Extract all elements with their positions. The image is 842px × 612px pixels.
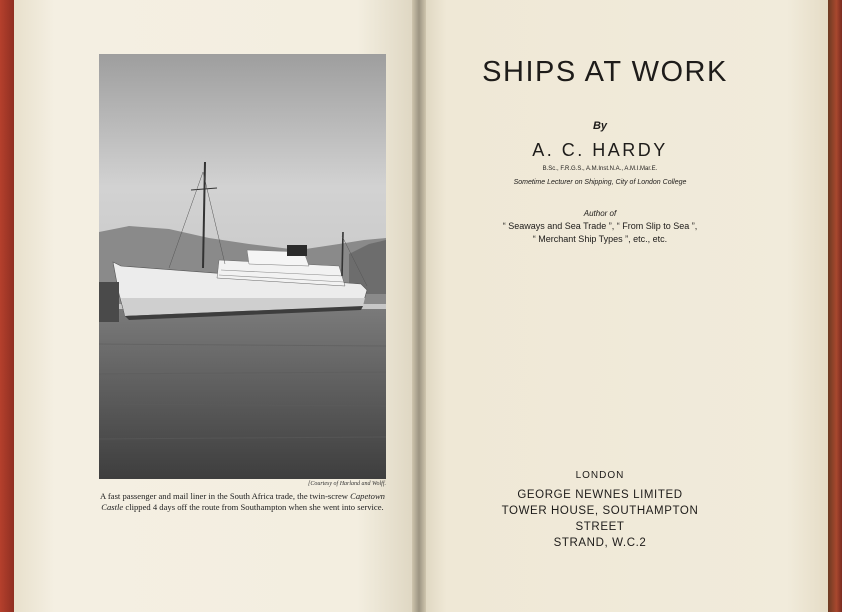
ship-photograph <box>99 54 386 479</box>
other-works <box>460 220 740 245</box>
publisher-line: GEORGE NEWNES LIMITED <box>517 489 683 501</box>
book-gutter <box>412 0 426 612</box>
publisher-line: STRAND, W.C.2 <box>553 537 647 549</box>
caption-text-part2: clipped 4 days off the route from Southampton when she went into service. <box>123 501 384 512</box>
photo-credit: [Courtesy of Harland and Wolff. <box>308 481 386 487</box>
caption-ship-name: Capetown Castle <box>101 491 385 512</box>
photo-caption <box>99 491 386 512</box>
author-position: Sometime Lecturer on Shipping, City of London College <box>513 179 687 186</box>
book-cover-right-edge <box>828 0 842 612</box>
book-cover-left-edge <box>0 0 14 612</box>
publisher-city: LONDON <box>575 470 625 481</box>
caption-text-part1: A fast passenger and mail liner in the South Africa trade, the twin-screw <box>100 491 351 501</box>
book-title: SHIPS AT WORK <box>482 56 728 88</box>
author-of-label: Author of <box>583 209 617 218</box>
publisher-line: TOWER HOUSE, SOUTHAMPTON STREET <box>501 505 699 533</box>
author-name: A. C. HARDY <box>532 140 668 160</box>
by-label: By <box>592 120 608 132</box>
publisher-imprint <box>480 487 720 551</box>
other-works-line: “ Seaways and Sea Trade ”, “ From Slip to Sea ”, <box>502 221 698 231</box>
author-qualifications: B.Sc., F.R.G.S., A.M.Inst.N.A., A.M.I.Mar.E. <box>542 166 658 172</box>
other-works-line: “ Merchant Ship Types ”, etc., etc. <box>532 233 668 244</box>
